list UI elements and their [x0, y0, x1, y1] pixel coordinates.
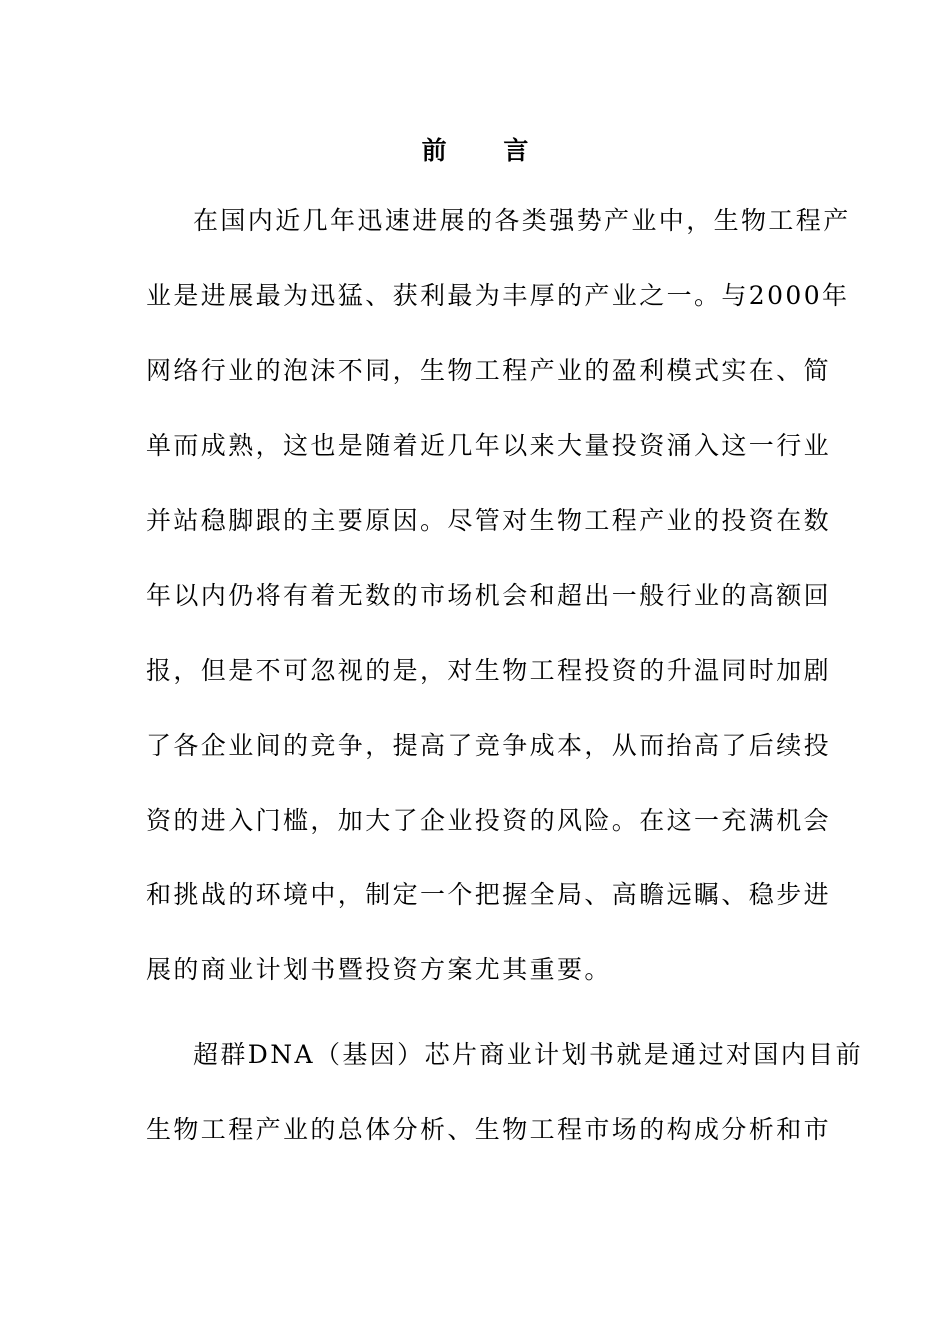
paragraph-line: 在国内近几年迅速进展的各类强势产业中，生物工程产: [193, 206, 851, 235]
paragraph-line: 展的商业计划书暨投资方案尤其重要。: [146, 955, 612, 984]
paragraph-line: 业是进展最为迅猛、获利最为丰厚的产业之一。与2000年: [146, 281, 850, 310]
paragraph-line: 生物工程产业的总体分析、生物工程市场的构成分析和市: [146, 1115, 832, 1144]
paragraph-line: 报，但是不可忽视的是，对生物工程投资的升温同时加剧: [146, 656, 832, 685]
paragraph-line: 资的进入门槛，加大了企业投资的风险。在这一充满机会: [146, 806, 832, 835]
paragraph-line: 单而成熟，这也是随着近几年以来大量投资涌入这一行业: [146, 431, 832, 460]
paragraph-line: 网络行业的泡沫不同，生物工程产业的盈利模式实在、简: [146, 356, 832, 385]
paragraph-line: 超群DNA（基因）芯片商业计划书就是通过对国内目前: [193, 1040, 863, 1069]
paragraph-line: 和挑战的环境中，制定一个把握全局、高瞻远瞩、稳步进: [146, 880, 832, 909]
paragraph-line: 并站稳脚跟的主要原因。尽管对生物工程产业的投资在数: [146, 506, 832, 535]
paragraph-line: 了各企业间的竞争，提高了竞争成本，从而抬高了后续投: [146, 731, 832, 760]
page-title: 前 言: [421, 136, 553, 165]
paragraph-line: 年以内仍将有着无数的市场机会和超出一般行业的高额回: [146, 581, 832, 610]
